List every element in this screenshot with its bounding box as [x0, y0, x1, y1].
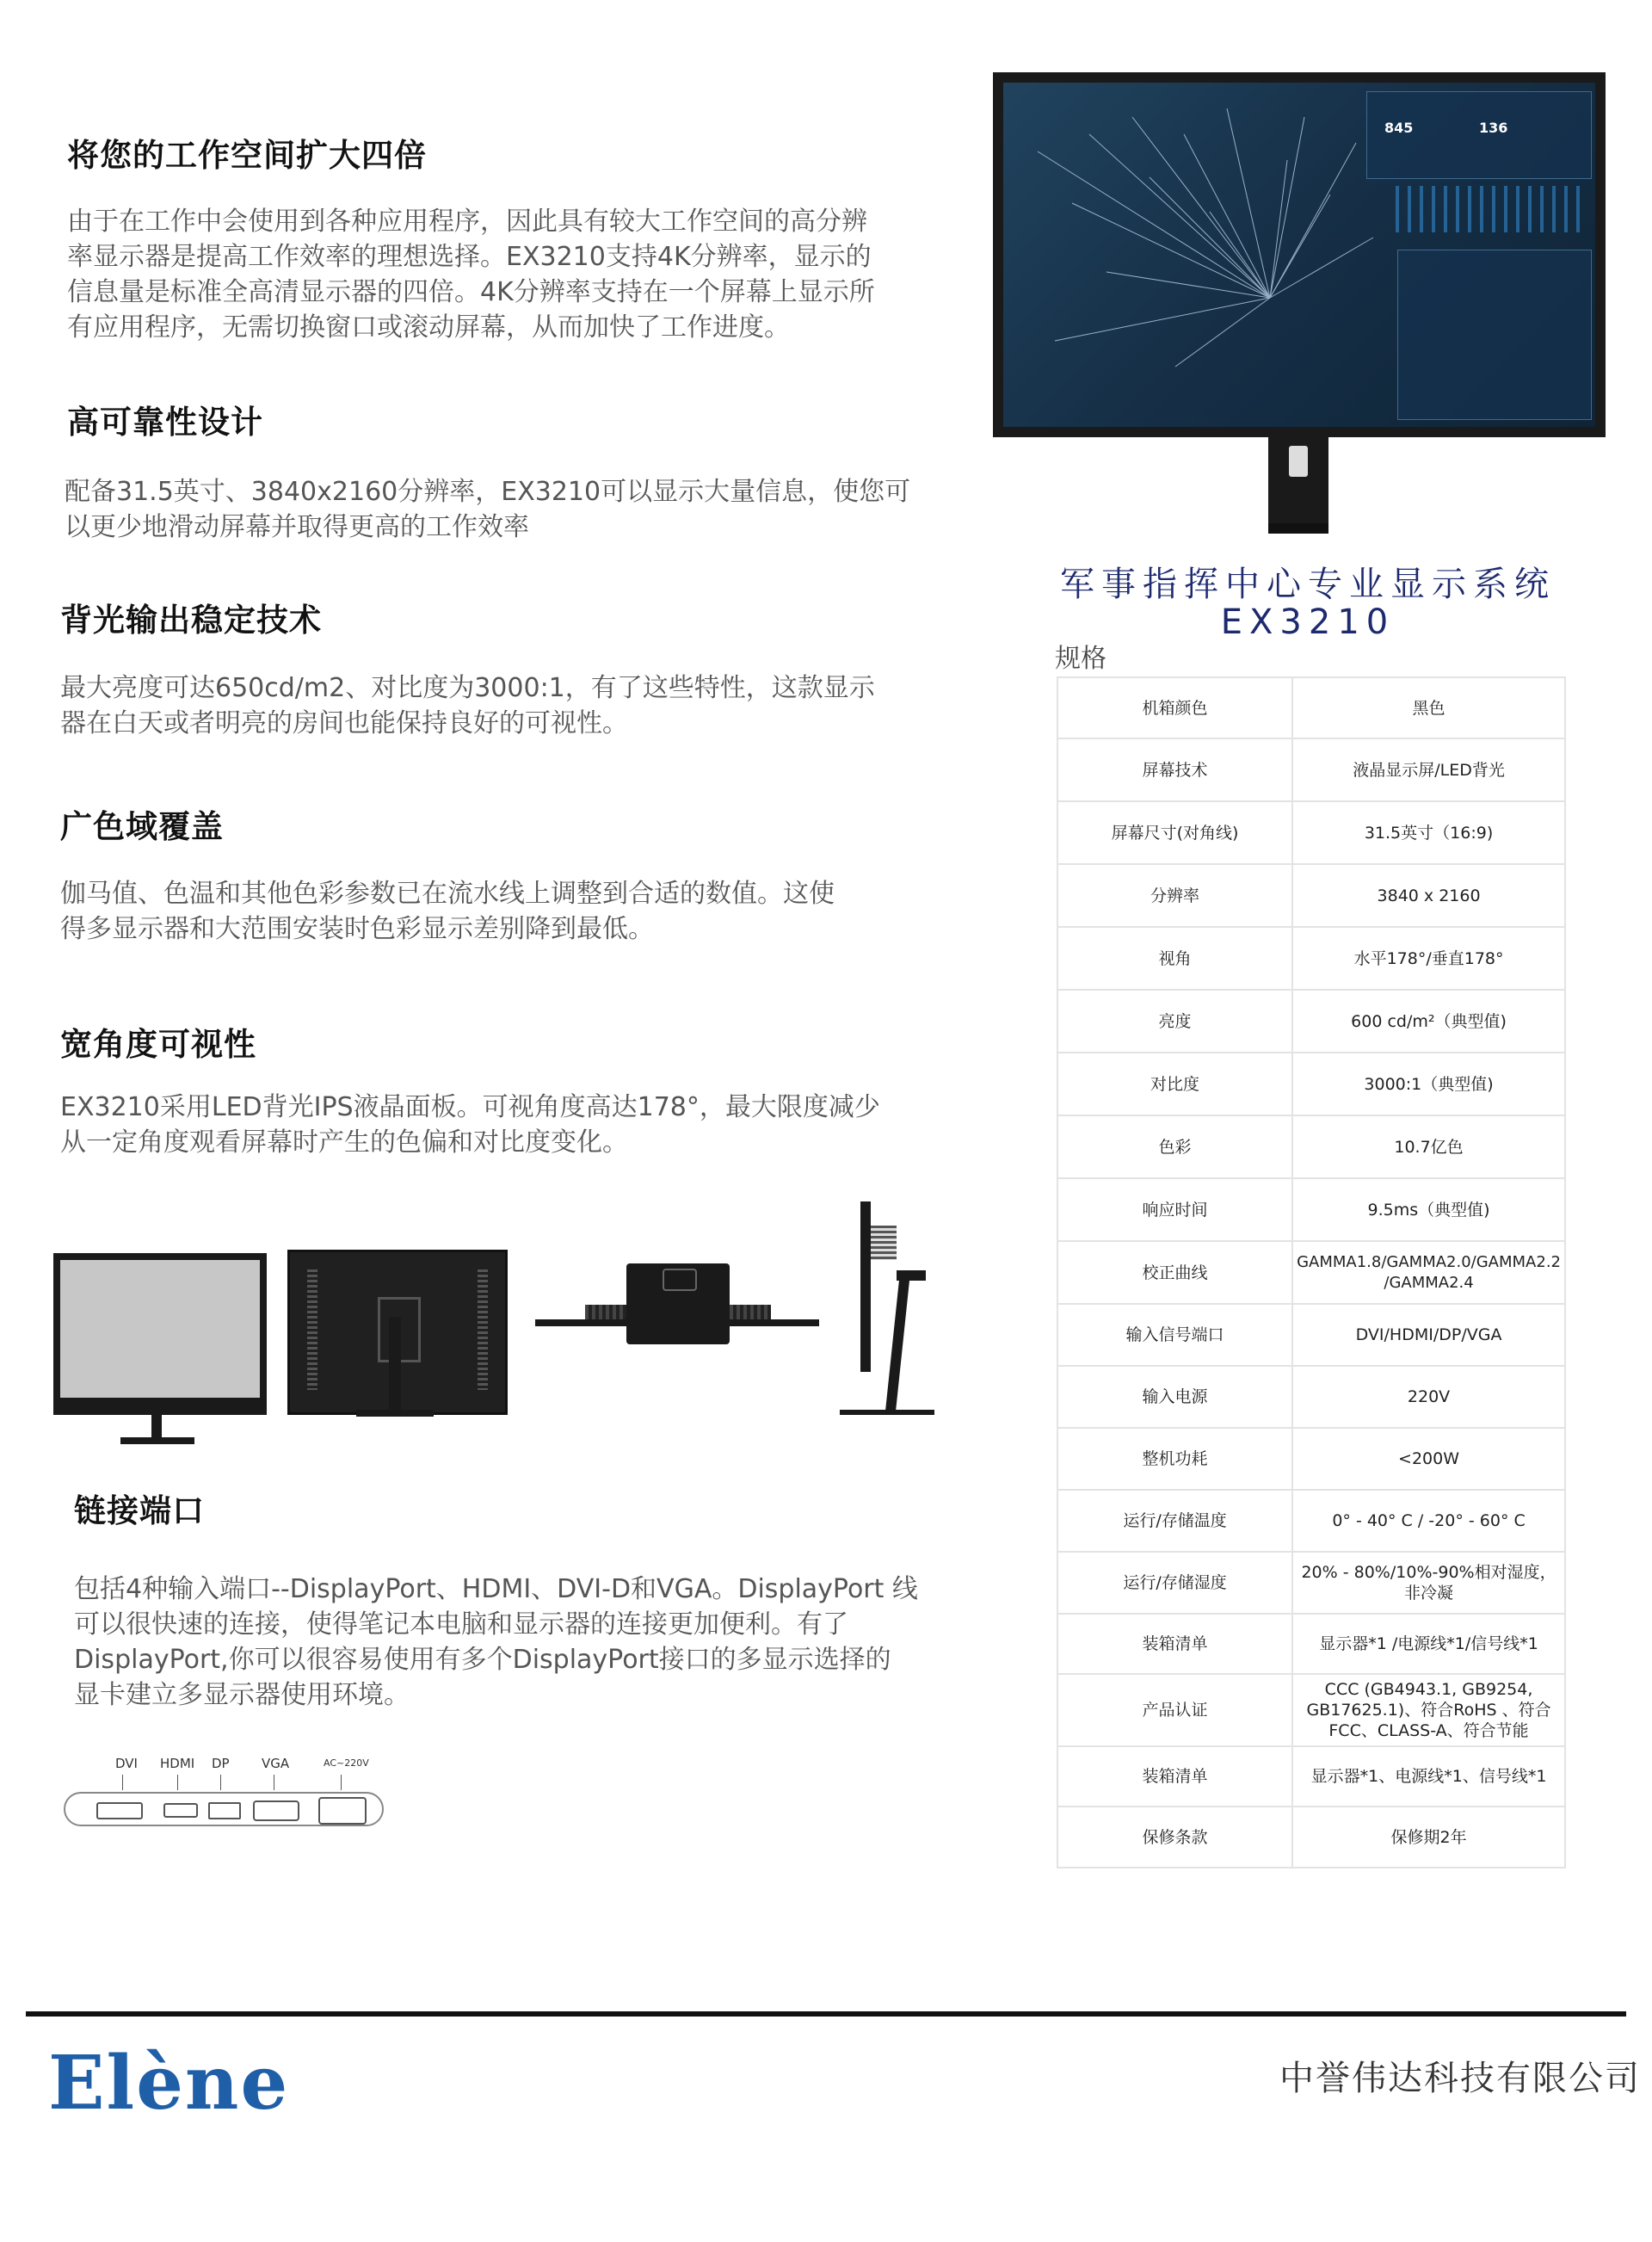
spec-value: GAMMA1.8/GAMMA2.0/GAMMA2.2 /GAMMA2.4 — [1292, 1241, 1565, 1304]
port-label-dp: DP — [212, 1756, 230, 1771]
spec-value: 显示器*1 /电源线*1/信号线*1 — [1292, 1614, 1565, 1674]
body-line: 得多显示器和大范围安装时色彩显示差别降到最低。 — [60, 914, 654, 944]
spec-value: 0° - 40° C / -20° - 60° C — [1292, 1490, 1565, 1552]
spec-row — [1057, 738, 1565, 801]
spec-key: 对比度 — [1057, 1053, 1292, 1115]
specs-label: 规格 — [1055, 644, 1106, 674]
vga-port-icon — [253, 1800, 299, 1821]
port-label-ac: AC~220V — [324, 1757, 369, 1769]
spec-key: 运行/存储湿度 — [1057, 1552, 1292, 1614]
spec-row — [1057, 1614, 1565, 1674]
spec-key: 亮度 — [1057, 990, 1292, 1053]
body-line: EX3210采用LED背光IPS液晶面板。可视角度高达178°，最大限度减少 — [60, 1092, 880, 1122]
status-list-panel — [1397, 250, 1592, 420]
spec-row — [1057, 1053, 1565, 1115]
section-body-ports — [74, 1572, 926, 1713]
section-body-color-gamut — [60, 876, 912, 947]
footer-divider — [26, 2011, 1626, 2017]
spec-value: 3000:1（典型值) — [1292, 1053, 1565, 1115]
arrow-dp — [220, 1775, 221, 1790]
spec-value: 220V — [1292, 1366, 1565, 1428]
monitor-side-stand — [885, 1271, 910, 1412]
spec-key: 机箱颜色 — [1057, 677, 1292, 738]
section-body-workspace — [67, 204, 919, 345]
spec-key: 输入信号端口 — [1057, 1304, 1292, 1366]
body-line: 信息量是标准全高清显示器的四倍。4K分辨率支持在一个屏幕上显示所 — [67, 277, 875, 307]
monitor-front-neck — [151, 1415, 162, 1439]
body-line: 可以很快速的连接，使得笔记本电脑和显示器的连接更加便利。有了 — [74, 1609, 848, 1640]
section-body-reliability — [65, 474, 916, 545]
spec-key: 保修条款 — [1057, 1807, 1292, 1868]
spec-row — [1057, 1178, 1565, 1241]
port-label-dvi: DVI — [115, 1756, 138, 1771]
monitor-side-panel — [860, 1201, 871, 1372]
dvi-port-icon — [96, 1802, 143, 1819]
section-heading-workspace: 将您的工作空间扩大四倍 — [67, 137, 427, 174]
product-title: 军事指挥中心专业显示系统 — [1060, 565, 1556, 604]
spec-key: 输入电源 — [1057, 1366, 1292, 1428]
stat-value-1: 845 — [1384, 120, 1414, 136]
spec-row — [1057, 677, 1565, 738]
bar-graph-panel — [1396, 186, 1588, 232]
spec-value: DVI/HDMI/DP/VGA — [1292, 1304, 1565, 1366]
body-line: 以更少地滑动屏幕并取得更高的工作效率 — [65, 512, 529, 542]
spec-row — [1057, 1807, 1565, 1868]
hero-monitor — [993, 72, 1606, 437]
section-heading-color-gamut: 广色域覆盖 — [60, 808, 224, 845]
vent-left — [307, 1269, 317, 1390]
spec-row — [1057, 990, 1565, 1053]
spec-key: 屏幕尺寸(对角线) — [1057, 801, 1292, 864]
hdmi-port-icon — [163, 1803, 198, 1818]
stat-value-2: 136 — [1479, 120, 1508, 136]
stand-handle — [663, 1269, 697, 1291]
spec-key: 校正曲线 — [1057, 1241, 1292, 1304]
arrow-hdmi — [177, 1775, 178, 1790]
port-panel — [64, 1792, 384, 1826]
body-line: 从一定角度观看屏幕时产生的色偏和对比度变化。 — [60, 1127, 628, 1158]
spec-key: 产品认证 — [1057, 1674, 1292, 1746]
spec-value: 保修期2年 — [1292, 1807, 1565, 1868]
brand-logo: Elène — [48, 2040, 290, 2127]
spec-value: 3840 x 2160 — [1292, 864, 1565, 927]
spec-value: 水平178°/垂直178° — [1292, 927, 1565, 990]
spec-value: 液晶显示屏/LED背光 — [1292, 738, 1565, 801]
monitor-side-vents — [871, 1226, 897, 1260]
cable-hole — [1289, 446, 1308, 477]
spec-value: 31.5英寸（16:9) — [1292, 801, 1565, 864]
port-label-vga: VGA — [262, 1756, 290, 1771]
arrow-ac — [341, 1775, 342, 1790]
port-diagram — [64, 1756, 385, 1830]
spec-value: 9.5ms（典型值) — [1292, 1178, 1565, 1241]
monitor-front-view — [53, 1253, 267, 1415]
spec-row — [1057, 1746, 1565, 1807]
stats-panel — [1366, 91, 1592, 179]
hero-monitor-neck — [1268, 437, 1328, 523]
body-line: 伽马值、色温和其他色彩参数已在流水线上调整到合适的数值。这使 — [60, 879, 835, 909]
body-line: 包括4种输入端口--DisplayPort、HDMI、DVI-D和VGA。DisplayPort 线 — [74, 1574, 918, 1604]
section-body-viewing-angle — [60, 1090, 912, 1160]
monitor-back-neck — [389, 1317, 401, 1411]
section-heading-backlight: 背光输出稳定技术 — [60, 602, 322, 639]
vent-right — [478, 1269, 488, 1390]
product-model: EX3210 — [1220, 602, 1396, 642]
hero-monitor-base — [1268, 523, 1328, 534]
spec-key: 整机功耗 — [1057, 1428, 1292, 1490]
body-line: 由于在工作中会使用到各种应用程序，因此具有较大工作空间的高分辨 — [67, 207, 867, 237]
body-line: 器在白天或者明亮的房间也能保持良好的可视性。 — [60, 708, 628, 738]
dp-port-icon — [208, 1802, 241, 1819]
section-heading-viewing-angle: 宽角度可视性 — [60, 1026, 256, 1063]
spec-value: <200W — [1292, 1428, 1565, 1490]
specs-table — [1057, 676, 1566, 1868]
body-line: DisplayPort,你可以很容易使用有多个DisplayPort接口的多显示选择的 — [74, 1645, 891, 1675]
section-heading-ports: 链接端口 — [74, 1492, 205, 1529]
spec-key: 色彩 — [1057, 1115, 1292, 1178]
section-body-backlight — [60, 670, 912, 741]
spec-row — [1057, 1304, 1565, 1366]
monitor-back-base — [356, 1410, 434, 1417]
spec-key: 响应时间 — [1057, 1178, 1292, 1241]
monitor-top-view-stand — [626, 1263, 730, 1344]
body-line: 显卡建立多显示器使用环境。 — [74, 1680, 410, 1710]
spec-value: 20% - 80%/10%-90%相对湿度，非冷凝 — [1292, 1552, 1565, 1614]
body-line: 有应用程序，无需切换窗口或滚动屏幕，从而加快了工作进度。 — [67, 312, 790, 343]
spec-value: 黑色 — [1292, 677, 1565, 738]
spec-row — [1057, 1674, 1565, 1746]
body-line: 率显示器是提高工作效率的理想选择。EX3210支持4K分辨率，显示的 — [67, 242, 872, 272]
power-port-icon — [318, 1797, 367, 1825]
spec-row — [1057, 1428, 1565, 1490]
spec-row — [1057, 1490, 1565, 1552]
spec-value: CCC (GB4943.1, GB9254, GB17625.1)、符合RoHS 、符合FCC、CLASS-A、符合节能 — [1292, 1674, 1565, 1746]
spec-value: 显示器*1、电源线*1、信号线*1 — [1292, 1746, 1565, 1807]
spec-key: 装箱清单 — [1057, 1614, 1292, 1674]
section-heading-reliability: 高可靠性设计 — [67, 404, 263, 441]
body-line: 最大亮度可达650cd/m2、对比度为3000:1，有了这些特性，这款显示 — [60, 673, 875, 703]
monitor-front-base — [120, 1437, 194, 1444]
spec-key: 屏幕技术 — [1057, 738, 1292, 801]
spec-key: 装箱清单 — [1057, 1746, 1292, 1807]
spec-key: 运行/存储温度 — [1057, 1490, 1292, 1552]
spec-value: 10.7亿色 — [1292, 1115, 1565, 1178]
spec-row — [1057, 801, 1565, 864]
monitor-front-screen — [60, 1260, 260, 1398]
spec-value: 600 cd/m²（典型值) — [1292, 990, 1565, 1053]
port-label-hdmi: HDMI — [160, 1756, 195, 1771]
arrow-dvi — [122, 1775, 123, 1790]
spec-row — [1057, 1366, 1565, 1428]
spec-row — [1057, 1552, 1565, 1614]
spec-row — [1057, 927, 1565, 990]
spec-key: 分辨率 — [1057, 864, 1292, 927]
spec-row — [1057, 1115, 1565, 1178]
company-name: 中誉伟达科技有限公司 — [1279, 2059, 1641, 2098]
spec-key: 视角 — [1057, 927, 1292, 990]
spec-row — [1057, 1241, 1565, 1304]
body-line: 配备31.5英寸、3840x2160分辨率，EX3210可以显示大量信息，使您可 — [65, 477, 911, 507]
monitor-side-base — [840, 1410, 934, 1415]
hero-monitor-screen — [1003, 83, 1595, 427]
spec-row — [1057, 864, 1565, 927]
